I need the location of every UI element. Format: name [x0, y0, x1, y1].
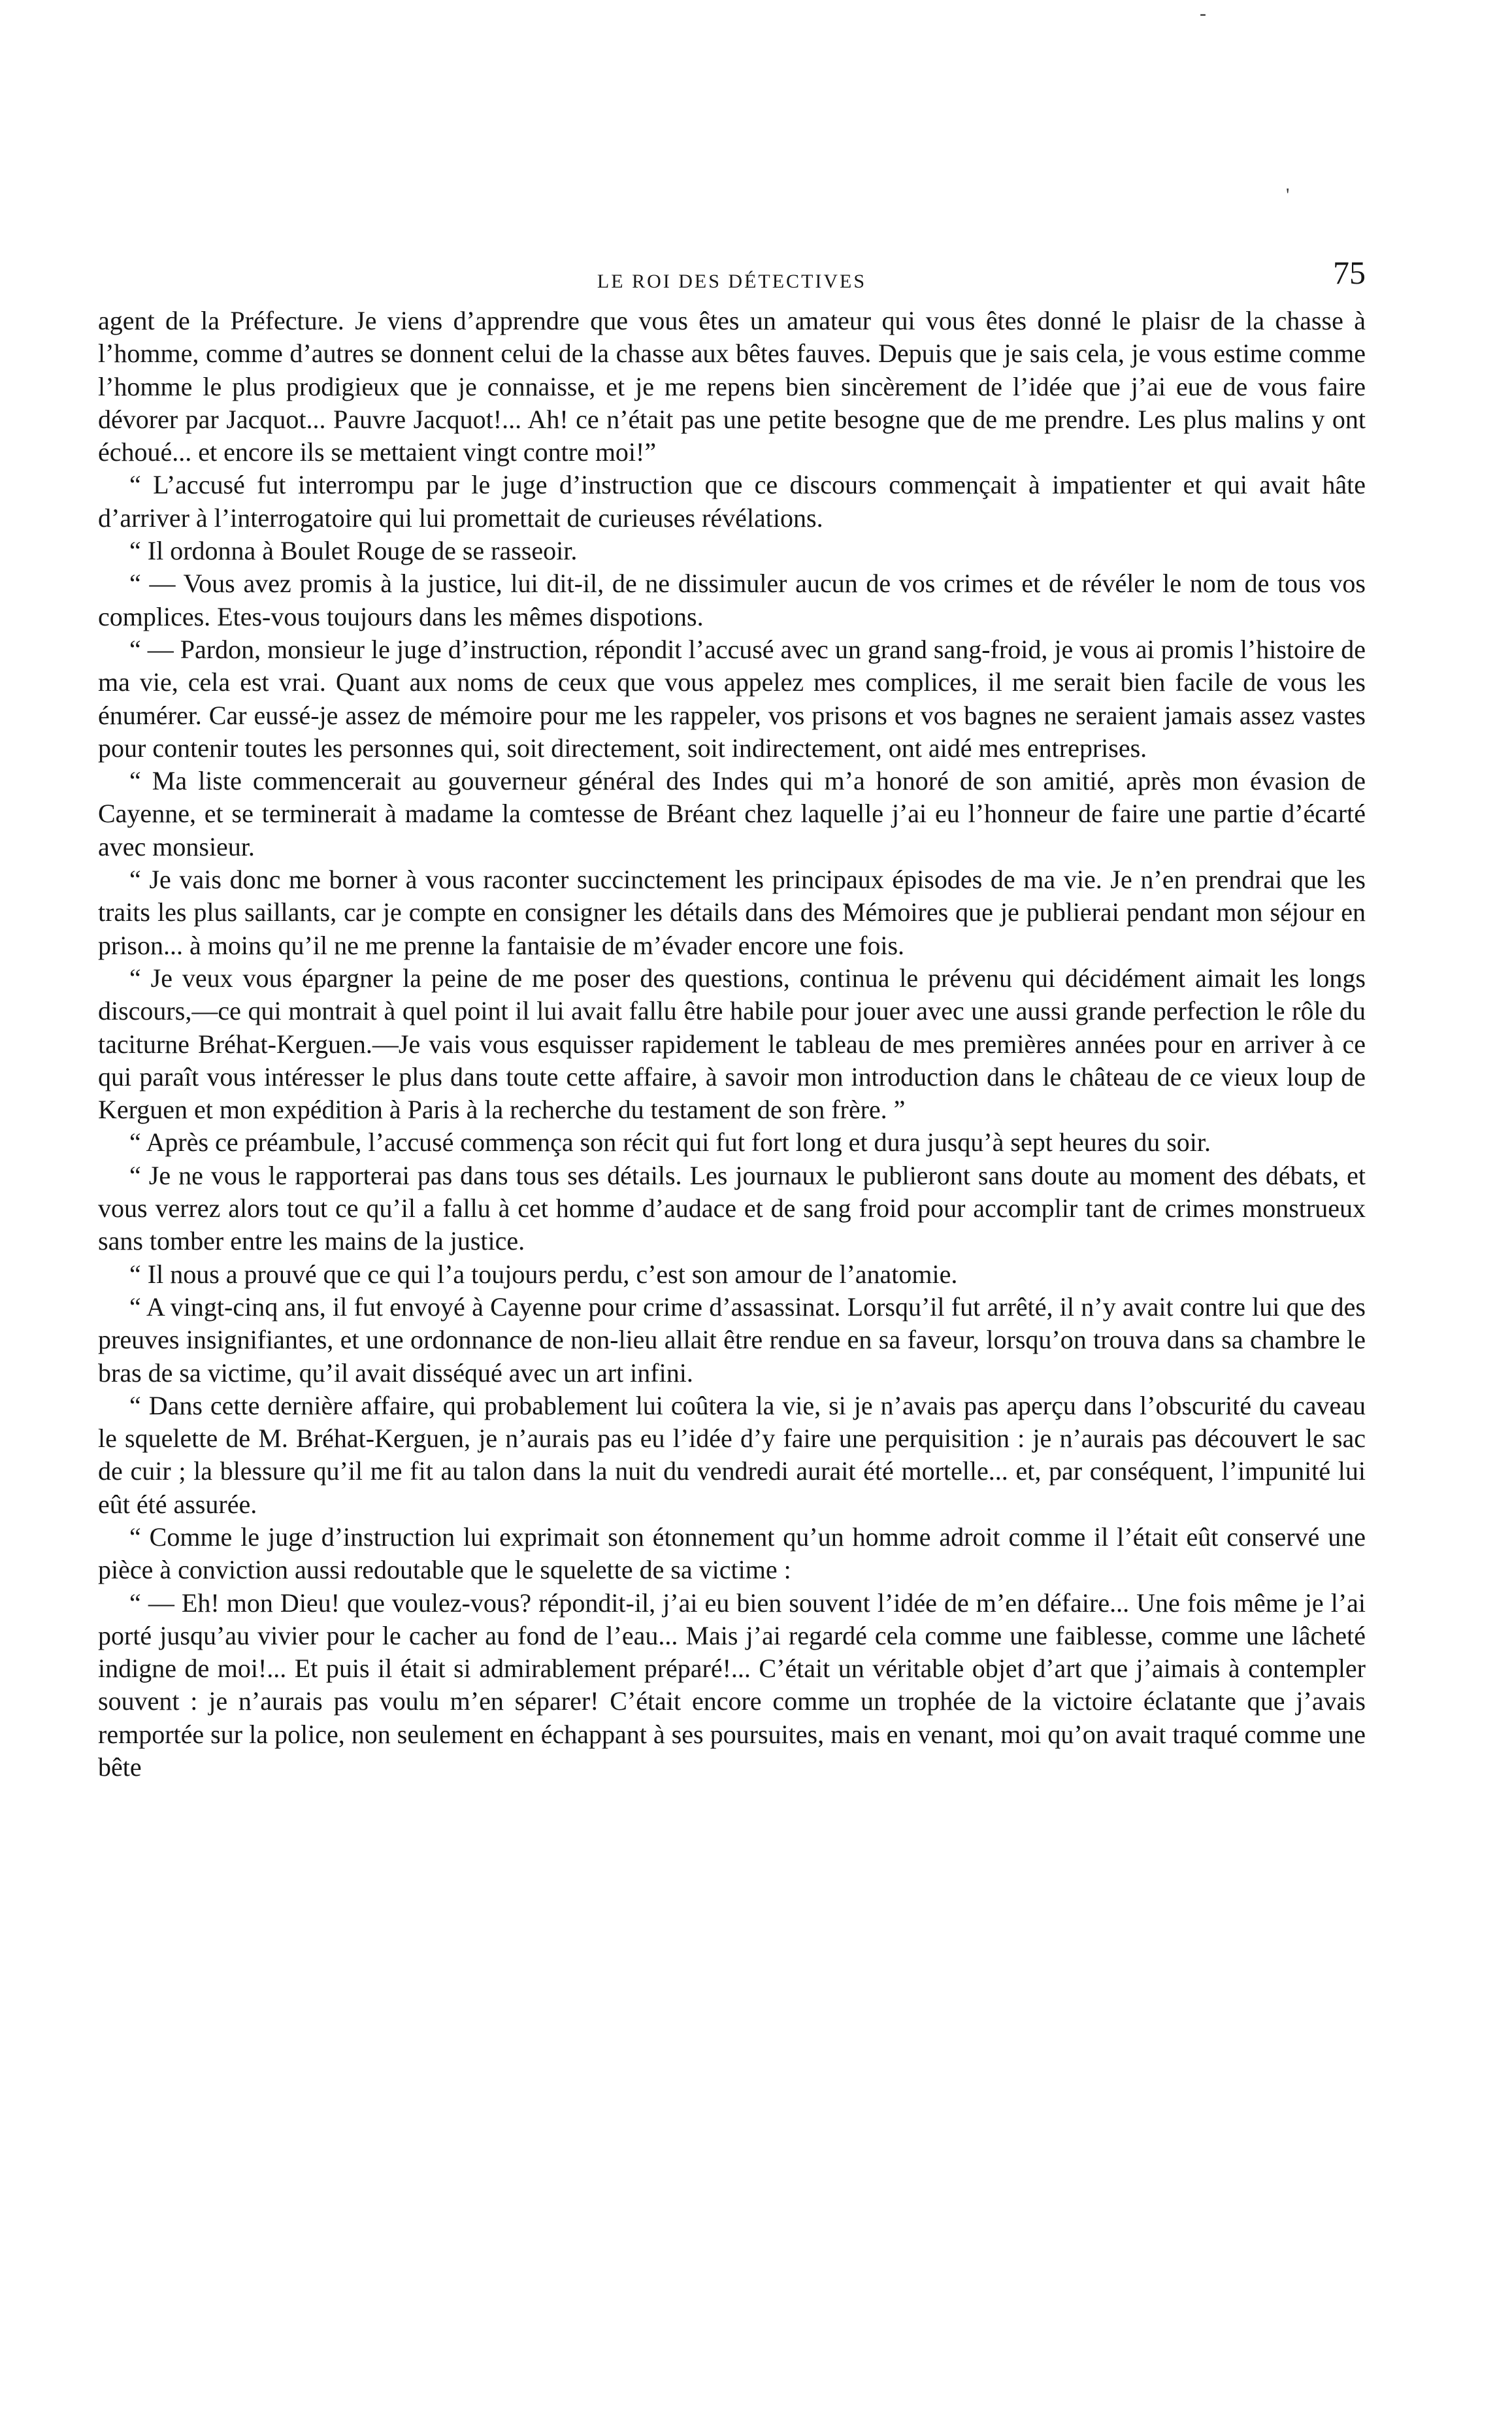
paragraph: “ A vingt-cinq ans, il fut envoyé à Cayenne pour crime d’assassinat. Lorsqu’il fut arrêté, il n’y avait contre lui que des preuves insignifiantes, et une ordonnance de non-lieu allait être rendue en sa faveur, lorsqu’on trouva dans sa chambre le bras de sa victime, qu’il avait disséqué avec un art infini. — [98, 1291, 1366, 1388]
paragraph: “ Dans cette dernière affaire, qui probablement lui coûtera la vie, si je n’avais pas aperçu dans l’obscurité du caveau le squelette de M. Bréhat-Kerguen, je n’aurais pas eu l’idée d’y faire une perquisition : je n’aurais pas découvert le sac de cuir ; la blessure qu’il me fit au talon dans la nuit du vendredi aurait été mortelle... et, par conséquent, l’impunité lui eût été assurée. — [98, 1390, 1366, 1519]
stray-ink-mark: - — [1200, 3, 1206, 24]
paragraph: “ — Eh! mon Dieu! que voulez-vous? répondit-il, j’ai eu bien souvent l’idée de m’en défaire... Une fois même je l’ai porté jusqu’au vivier pour le cacher au fond de l’eau... Mais j’ai regardé cela comme une faiblesse, comme une lâcheté indigne de moi!... Et puis il était si admirablement préparé!... C’était un véritable objet d’art que j’aimais à contempler souvent : je n’aurais pas voulu m’en séparer! C’était encore comme un trophée de la victoire éclatante que j’avais remportée sur la police, non seulement en échappant à ses poursuites, mais en venant, moi qu’on avait traqué comme une bête — [98, 1588, 1366, 1782]
paragraph: “ — Vous avez promis à la justice, lui dit-il, de ne dissimuler aucun de vos crimes et de révéler le nom de tous vos complices. Etes-vous toujours dans les mêmes dispotions. — [98, 569, 1366, 631]
page-body — [98, 248, 1366, 1784]
paragraph: “ Après ce préambule, l’accusé commença son récit qui fut fort long et dura jusqu’à sept heures du soir. — [129, 1127, 1211, 1158]
page-number: 75 — [1333, 254, 1366, 291]
stray-ink-mark: ' — [1286, 184, 1290, 206]
paragraph: “ Je vais donc me borner à vous raconter succinctement les principaux épisodes de ma vie. Je n’en prendrai que les traits les plus saillants, car je compte en consigner les détails dans des Mémoires que je publierai pendant mon séjour en prison... à moins qu’il ne me prenne la fantaisie de m’évader encore une fois. — [98, 865, 1366, 960]
paragraph: “ — Pardon, monsieur le juge d’instruction, répondit l’accusé avec un grand sang-froid, je vous ai promis l’histoire de ma vie, cela est vrai. Quant aux noms de ceux que vous appelez mes complices, il me serait bien facile de vous les énumérer. Car eussé-je assez de mémoire pour me les rappeler, vos prisons et vos bagnes ne seraient jamais assez vastes pour contenir toutes les personnes qui, soit directement, soit indirectement, ont aidé mes entreprises. — [98, 634, 1366, 763]
paragraph: “ Il ordonna à Boulet Rouge de se rasseoir. — [129, 536, 578, 566]
running-title: LE ROI DES DÉTECTIVES — [597, 271, 867, 292]
paragraph: “ Je ne vous le rapporterai pas dans tous ses détails. Les journaux le publieront sans doute au moment des débats, et vous verrez alors tout ce qu’il a fallu à cet homme d’audace et de sang froid pour accomplir tant de crimes monstrueux sans tomber entre les mains de la justice. — [98, 1160, 1366, 1256]
paragraph: “ Ma liste commencerait au gouverneur général des Indes qui m’a honoré de son amitié, après mon évasion de Cayenne, et se terminerait à madame la comtesse de Bréant chez laquelle j’ai eu l’honneur de faire une partie d’écarté avec monsieur. — [98, 766, 1366, 861]
page-header — [98, 248, 1366, 305]
paragraph: “ L’accusé fut interrompu par le juge d’instruction que ce discours commençait à impatienter et qui avait hâte d’arriver à l’interrogatoire qui lui promettait de curieuses révélations. — [98, 470, 1366, 533]
paragraph: “ Comme le juge d’instruction lui exprimait son étonnement qu’un homme adroit comme il l’était eût conservé une pièce à conviction aussi redoutable que le squelette de sa victime : — [98, 1522, 1366, 1585]
paragraph: “ Je veux vous épargner la peine de me poser des questions, continua le prévenu qui décidément aimait les longs discours,—ce qui montrait à quel point il lui avait fallu être habile pour jouer avec une aussi grande perfection le rôle du taciturne Bréhat-Kerguen.—Je vais vous esquisser rapidement le tableau de mes premières années pour en arriver à ce qui paraît vous intéresser le plus dans toute cette affaire, à savoir mon introduction dans le château de ce vieux loup de Kerguen et mon expédition à Paris à la recherche du testament de son frère. ” — [98, 963, 1366, 1125]
paragraph: “ Il nous a prouvé que ce qui l’a toujours perdu, c’est son amour de l’anatomie. — [129, 1259, 958, 1289]
paragraph: agent de la Préfecture. Je viens d’apprendre que vous êtes un amateur qui vous êtes donné le plaisr de la chasse à l’homme, comme d’autres se donnent celui de la chasse aux bêtes fauves. Depuis que je sais cela, je vous estime comme l’homme le plus prodigieux que je connaisse, et je me repens bien sincèrement de l’idée que j’ai eue de vous faire dévorer par Jacquot... Pauvre Jacquot!... Ah! ce n’était pas une petite besogne que de me prendre. Les plus malins y ont échoué... et encore ils se mettaient vingt contre moi!” — [98, 306, 1366, 467]
